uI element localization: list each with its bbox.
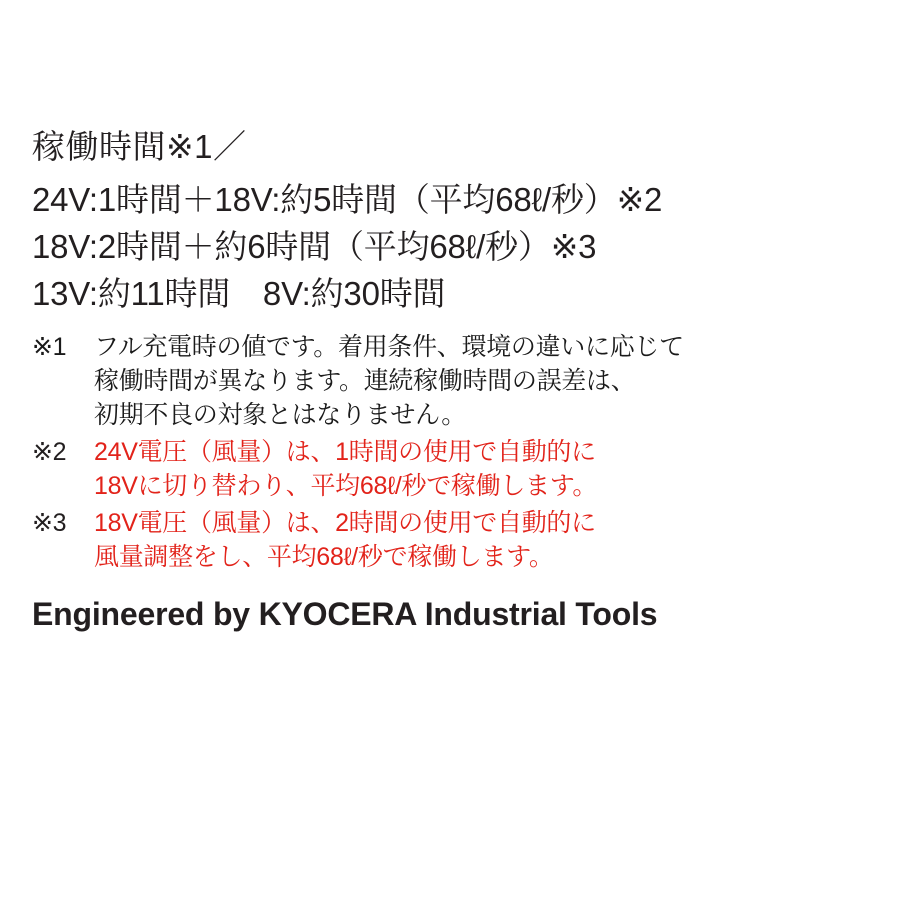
- footnote-3-body: [94, 506, 870, 574]
- footnote-2-body: [94, 435, 870, 503]
- footnote-3-line-1: 18V電圧（風量）は、2時間の使用で自動的に: [94, 508, 596, 537]
- footnote-2-line-1: 24V電圧（風量）は、1時間の使用で自動的に: [94, 437, 596, 466]
- footnote-1: [32, 330, 870, 432]
- footnote-3-marker: ※3: [32, 508, 67, 537]
- footnote-1-line-2: 稼働時間が異なります。連続稼働時間の誤差は、: [94, 366, 636, 395]
- footnote-2-marker: ※2: [32, 437, 67, 466]
- operating-time-line-18v: 18V:2時間＋約6時間（平均68ℓ/秒）※3: [32, 227, 597, 265]
- footnotes: [32, 330, 870, 574]
- operating-time-block: [32, 130, 870, 318]
- footnote-3: [32, 506, 870, 574]
- operating-time-line-13v-8v: 13V:約11時間 8V:約30時間: [32, 274, 446, 312]
- footnote-3-line-2: 風量調整をし、平均68ℓ/秒で稼働します。: [94, 542, 554, 571]
- operating-time-line-24v: 24V:1時間＋18V:約5時間（平均68ℓ/秒）※2: [32, 181, 663, 218]
- engineered-by-kyocera-line: Engineered by KYOCERA Industrial Tools: [32, 595, 658, 632]
- footnote-1-marker: ※1: [32, 332, 67, 361]
- footnote-1-line-3: 初期不良の対象とはなりません。: [94, 400, 467, 429]
- operating-time-heading: 稼働時間※1／: [32, 128, 247, 165]
- footnote-1-body: [94, 330, 870, 432]
- footnote-2-line-2: 18Vに切り替わり、平均68ℓ/秒で稼働します。: [94, 471, 598, 500]
- footnote-2: [32, 435, 870, 503]
- footnote-1-line-1: フル充電時の値です。着用条件、環境の違いに応じて: [94, 332, 684, 361]
